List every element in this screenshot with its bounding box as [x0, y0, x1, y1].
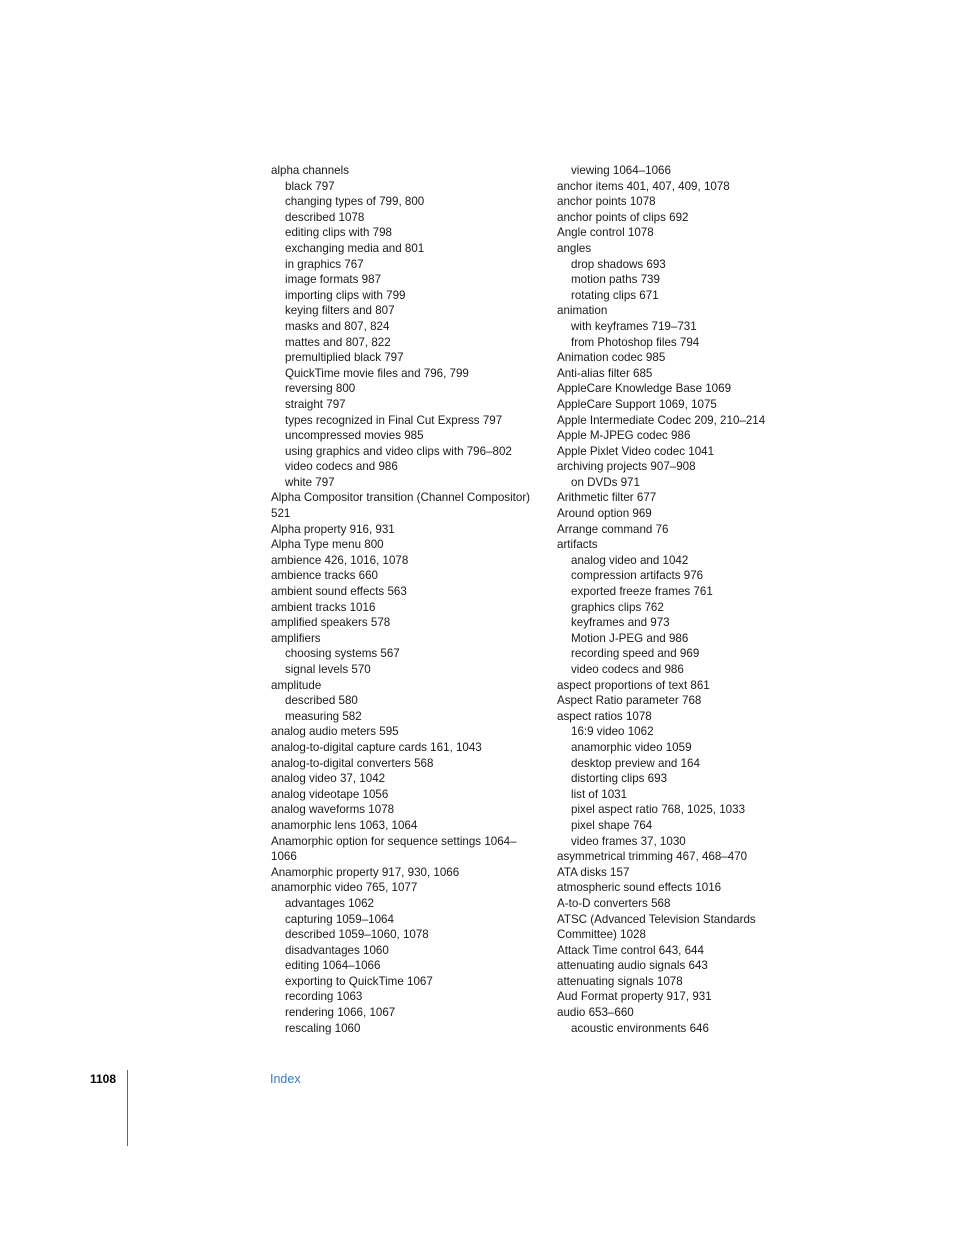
index-entry: analog-to-digital capture cards 161, 1043 — [271, 740, 482, 754]
index-entry: alpha channels — [271, 164, 349, 177]
index-subentry: disadvantages 1060 — [285, 943, 389, 957]
index-entry: Apple Pixlet Video codec 1041 — [557, 444, 715, 458]
index-subentry: graphics clips 762 — [571, 600, 664, 614]
index-subentry: 16:9 video 1062 — [571, 725, 654, 739]
index-entry: analog video 37, 1042 — [271, 772, 386, 786]
index-subentry: video codecs and 986 — [571, 663, 684, 676]
index-subentry: advantages 1062 — [285, 896, 374, 910]
index-subentry: motion paths 739 — [571, 273, 660, 287]
index-subentry: compression artifacts 976 — [571, 569, 704, 583]
index-entry: Animation codec 985 — [557, 351, 666, 365]
index-entry: analog audio meters 595 — [271, 725, 399, 739]
index-subentry: importing clips with 799 — [285, 288, 406, 302]
index-entry: Angle control 1078 — [557, 226, 654, 240]
index-subentry: pixel aspect ratio 768, 1025, 1033 — [571, 803, 746, 817]
index-subentry: premultiplied black 797 — [285, 351, 404, 365]
index-entry: anchor points 1078 — [557, 195, 656, 209]
index-entry: amplifiers — [271, 631, 321, 645]
index-entry: Anamorphic property 917, 930, 1066 — [271, 865, 460, 879]
index-subentry: distorting clips 693 — [571, 772, 668, 786]
index-subentry: black 797 — [285, 179, 335, 193]
index-entry: Aud Format property 917, 931 — [557, 990, 712, 1004]
index-entry: ATA disks 157 — [557, 865, 630, 879]
index-subentry: list of 1031 — [571, 787, 628, 801]
index-subentry: image formats 987 — [285, 273, 382, 287]
index-entry: A-to-D converters 568 — [557, 896, 671, 910]
index-subentry: keying filters and 807 — [285, 304, 395, 318]
index-entry: audio 653–660 — [557, 1006, 634, 1020]
index-subentry: signal levels 570 — [285, 663, 371, 676]
index-subentry: acoustic environments 646 — [571, 1021, 709, 1035]
index-subentry: exported freeze frames 761 — [571, 585, 713, 599]
index-subentry: white 797 — [285, 475, 335, 489]
index-subentry: recording speed and 969 — [571, 647, 700, 661]
index-entry: analog videotape 1056 — [271, 787, 389, 801]
index-entry: Apple M-JPEG codec 986 — [557, 429, 691, 443]
index-subentry: measuring 582 — [285, 709, 362, 723]
index-entry: asymmetrical trimming 467, 468–470 — [557, 850, 748, 864]
index-subentry: reversing 800 — [285, 382, 356, 396]
index-entry: amplitude — [271, 678, 322, 692]
index-subentry: rotating clips 671 — [571, 288, 659, 302]
index-subentry: capturing 1059–1064 — [285, 912, 394, 926]
index-subentry: analog video and 1042 — [571, 553, 689, 567]
index-subentry: desktop preview and 164 — [571, 756, 700, 770]
index-entry: Apple Intermediate Codec 209, 210–214 — [557, 413, 766, 427]
index-subentry: recording 1063 — [285, 990, 363, 1004]
index-entry: Anamorphic option for sequence settings 1064–1066 — [271, 834, 517, 864]
index-entry: artifacts — [557, 538, 598, 552]
index-entry: anchor points of clips 692 — [557, 210, 689, 224]
index-entry: anamorphic lens 1063, 1064 — [271, 818, 418, 832]
index-subentry: types recognized in Final Cut Express 797 — [285, 413, 503, 427]
index-entry: ambient tracks 1016 — [271, 600, 376, 614]
index-entry: attenuating signals 1078 — [557, 974, 683, 988]
index-subentry: masks and 807, 824 — [285, 319, 390, 333]
index-entry: angles — [557, 241, 592, 255]
index-entry: amplified speakers 578 — [271, 616, 391, 630]
section-label: Index — [270, 1072, 301, 1086]
index-subentry: viewing 1064–1066 — [571, 164, 671, 177]
index-subentry: described 580 — [285, 694, 358, 708]
index-entry: aspect proportions of text 861 — [557, 678, 710, 692]
index-entry: AppleCare Knowledge Base 1069 — [557, 382, 732, 396]
page-number: 1108 — [90, 1072, 117, 1086]
index-subentry: mattes and 807, 822 — [285, 335, 391, 349]
index-subentry: straight 797 — [285, 397, 346, 411]
index-entry: ambience tracks 660 — [271, 569, 378, 583]
index-subentry: from Photoshop files 794 — [571, 335, 700, 349]
index-entry: Attack Time control 643, 644 — [557, 943, 704, 957]
index-entry: analog-to-digital converters 568 — [271, 756, 434, 770]
index-subentry: rescaling 1060 — [285, 1021, 361, 1035]
index-subentry: anamorphic video 1059 — [571, 740, 692, 754]
index-entry: aspect ratios 1078 — [557, 709, 652, 723]
index-entry: Around option 969 — [557, 507, 652, 521]
index-entry: ambient sound effects 563 — [271, 585, 407, 599]
index-entry: Arrange command 76 — [557, 522, 669, 536]
index-subentry: in graphics 767 — [285, 257, 364, 271]
index-subentry: uncompressed movies 985 — [285, 429, 424, 443]
index-subentry: with keyframes 719–731 — [571, 319, 697, 333]
index-entry: attenuating audio signals 643 — [557, 959, 708, 973]
index-entry: Aspect Ratio parameter 768 — [557, 694, 702, 708]
index-subentry: Motion J-PEG and 986 — [571, 631, 689, 645]
index-subentry: using graphics and video clips with 796–802 — [285, 444, 512, 458]
index-entry: Anti-alias filter 685 — [557, 366, 653, 380]
index-column-right — [557, 163, 817, 1036]
index-subentry: drop shadows 693 — [571, 257, 666, 271]
index-subentry: editing 1064–1066 — [285, 959, 381, 973]
index-subentry: on DVDs 971 — [571, 475, 640, 489]
index-entry: analog waveforms 1078 — [271, 803, 395, 817]
index-entry: atmospheric sound effects 1016 — [557, 881, 722, 895]
index-entry: AppleCare Support 1069, 1075 — [557, 397, 717, 411]
index-subentry: changing types of 799, 800 — [285, 195, 425, 209]
index-entry: archiving projects 907–908 — [557, 460, 696, 474]
index-entry: anchor items 401, 407, 409, 1078 — [557, 179, 730, 193]
index-subentry: QuickTime movie files and 796, 799 — [285, 366, 469, 380]
index-entry: ATSC (Advanced Television Standards Committee) 1028 — [557, 912, 756, 942]
index-entry: anamorphic video 765, 1077 — [271, 881, 418, 895]
index-entry: Arithmetic filter 677 — [557, 491, 657, 505]
index-entry: Alpha Type menu 800 — [271, 538, 384, 552]
index-subentry: video codecs and 986 — [285, 460, 398, 474]
index-entry: Alpha property 916, 931 — [271, 522, 395, 536]
index-subentry: described 1078 — [285, 210, 365, 224]
footer-divider — [127, 1070, 128, 1146]
index-subentry: choosing systems 567 — [285, 647, 400, 661]
index-subentry: editing clips with 798 — [285, 226, 392, 240]
index-entry: Alpha Compositor transition (Channel Compositor) 521 — [271, 491, 531, 521]
index-subentry: keyframes and 973 — [571, 616, 670, 630]
index-subentry: rendering 1066, 1067 — [285, 1006, 396, 1020]
index-subentry: exporting to QuickTime 1067 — [285, 974, 433, 988]
index-subentry: described 1059–1060, 1078 — [285, 928, 429, 942]
index-subentry: pixel shape 764 — [571, 818, 653, 832]
index-subentry: video frames 37, 1030 — [571, 834, 686, 848]
index-entry: animation — [557, 304, 608, 318]
index-subentry: exchanging media and 801 — [285, 241, 425, 255]
index-column-left — [271, 163, 533, 1036]
index-entry: ambience 426, 1016, 1078 — [271, 553, 409, 567]
